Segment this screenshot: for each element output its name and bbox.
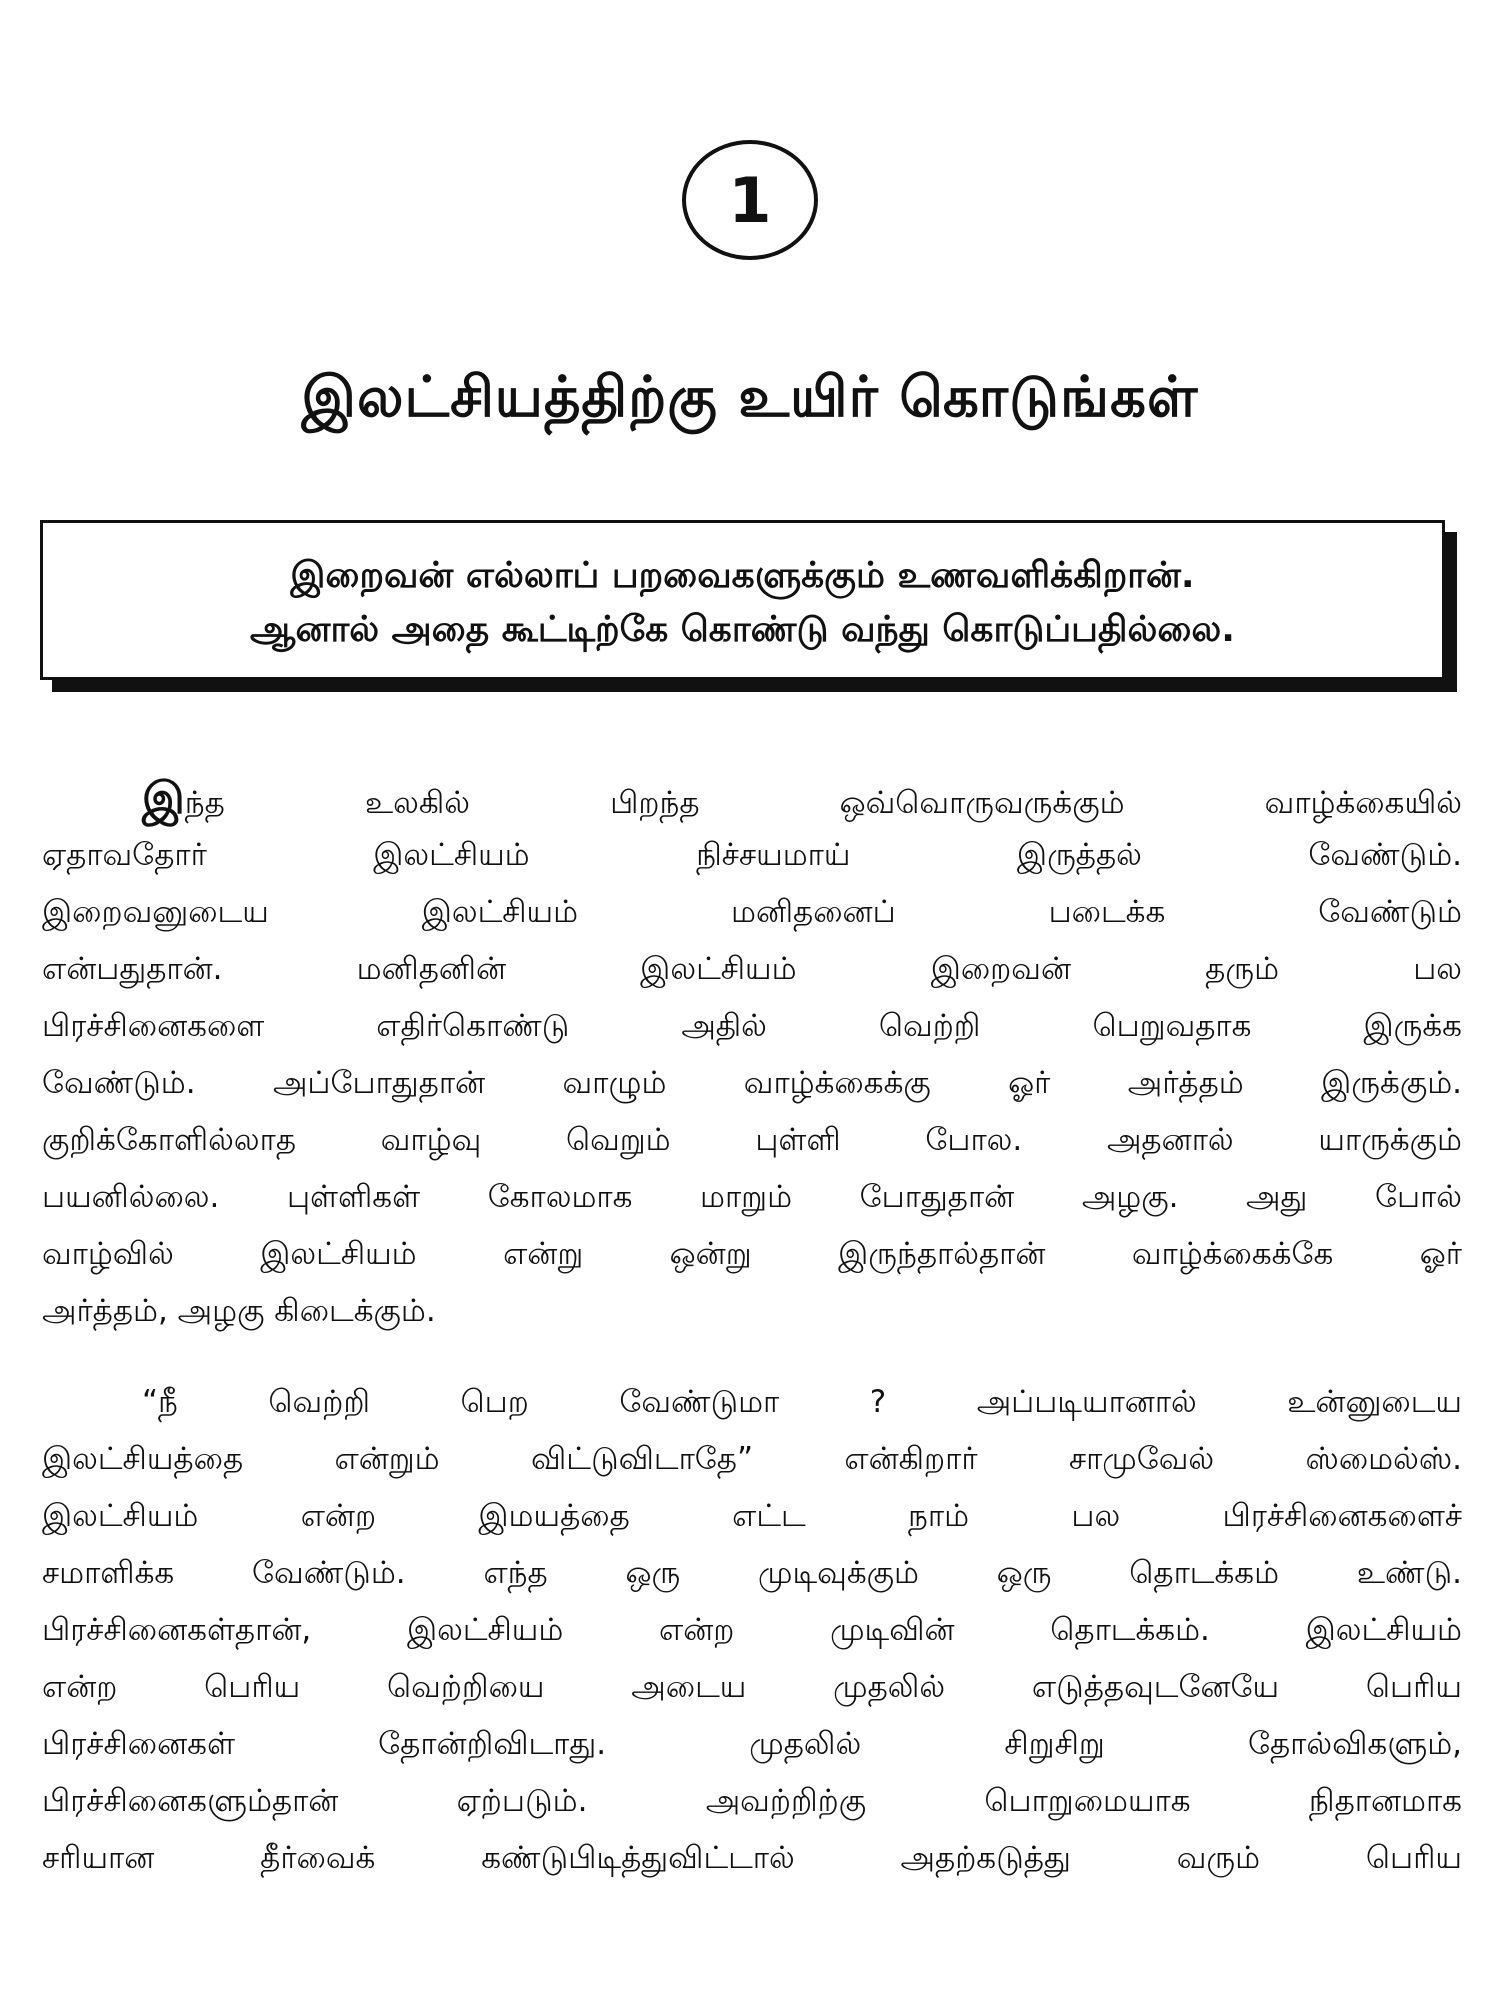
- epigraph-quote-box: [40, 520, 1445, 680]
- paragraph-line: [42, 770, 1462, 827]
- paragraph-2: [42, 1374, 1462, 1887]
- quote-line: இறைவன் எல்லாப் பறவைகளுக்கும் உணவளிக்கிறான்.: [290, 555, 1195, 596]
- chapter-number: 1: [728, 163, 772, 237]
- drop-cap: இ: [142, 773, 185, 824]
- body-text: [42, 770, 1462, 1921]
- paragraph-line: என்பதுதான். மனிதனின் இலட்சியம் இறைவன் தரும் பல: [42, 951, 1462, 987]
- paragraph-line: பிரச்சினைகள்தான், இலட்சியம் என்ற முடிவின் தொடக்கம். இலட்சியம்: [42, 1612, 1462, 1648]
- chapter-title: இலட்சியத்திற்கு உயிர் கொடுங்கள்: [301, 365, 1199, 430]
- paragraph-line: இறைவனுடைய இலட்சியம் மனிதனைப் படைக்க வேண்டும்: [42, 894, 1462, 930]
- paragraph-line: வாழ்வில் இலட்சியம் என்று ஒன்று இருந்தால்தான் வாழ்க்கைக்கே ஓர்: [42, 1236, 1462, 1272]
- paragraph-line: அர்த்தம், அழகு கிடைக்கும்.: [42, 1293, 436, 1329]
- paragraph-line: சமாளிக்க வேண்டும். எந்த ஒரு முடிவுக்கும் ஒரு தொடக்கம் உண்டு.: [42, 1555, 1462, 1591]
- paragraph-line: பிரச்சினைகள் தோன்றிவிடாது. முதலில் சிறுசிறு தோல்விகளும்,: [42, 1726, 1462, 1762]
- paragraph-line: என்ற பெரிய வெற்றியை அடைய முதலில் எடுத்தவுடனேயே பெரிய: [42, 1669, 1462, 1705]
- paragraph-1: [42, 770, 1462, 1340]
- paragraph-line: பயனில்லை. புள்ளிகள் கோலமாக மாறும் போதுதான் அழகு. அது போல்: [42, 1179, 1462, 1215]
- paragraph-line: ஏதாவதோர் இலட்சியம் நிச்சயமாய் இருத்தல் வேண்டும்.: [42, 837, 1462, 873]
- chapter-number-badge: [682, 140, 818, 260]
- paragraph-line: குறிக்கோளில்லாத வாழ்வு வெறும் புள்ளி போல. அதனால் யாருக்கும்: [42, 1122, 1462, 1158]
- paragraph-line: சரியான தீர்வைக் கண்டுபிடித்துவிட்டால் அதற்கடுத்து வரும் பெரிய: [42, 1840, 1462, 1876]
- paragraph-line: பிரச்சினைகளை எதிர்கொண்டு அதில் வெற்றி பெறுவதாக இருக்க: [42, 1008, 1462, 1044]
- paragraph-line: இலட்சியம் என்ற இமயத்தை எட்ட நாம் பல பிரச்சினைகளைச்: [42, 1498, 1462, 1534]
- paragraph-line: பிரச்சினைகளும்தான் ஏற்படும். அவற்றிற்கு பொறுமையாக நிதானமாக: [42, 1783, 1462, 1819]
- paragraph-line: வேண்டும். அப்போதுதான் வாழும் வாழ்க்கைக்கு ஓர் அர்த்தம் இருக்கும்.: [42, 1065, 1462, 1101]
- paragraph-line: “நீ வெற்றி பெற வேண்டுமா ? அப்படியானால் உன்னுடைய: [142, 1384, 1462, 1420]
- quote-line: ஆனால் அதை கூட்டிற்கே கொண்டு வந்து கொடுப்பதில்லை.: [250, 609, 1235, 650]
- paragraph-line: இலட்சியத்தை என்றும் விட்டுவிடாதே” என்கிறார் சாமுவேல் ஸ்மைல்ஸ்.: [42, 1441, 1462, 1477]
- paragraph-line-text: ந்த உலகில் பிறந்த ஒவ்வொருவருக்கும் வாழ்க்கையில்: [184, 785, 1462, 821]
